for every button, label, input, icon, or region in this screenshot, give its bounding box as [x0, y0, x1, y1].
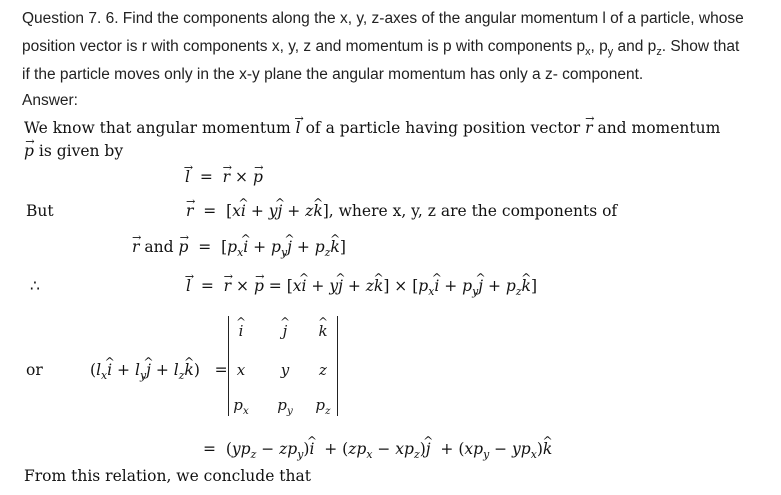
subscript-x: x — [585, 46, 591, 59]
question-line-2 — [22, 38, 739, 58]
subscript-y: y — [607, 46, 614, 59]
where-text: , where x, y, z are the components of — [328, 202, 618, 220]
therefore-symbol: ∴ — [30, 277, 40, 295]
label-or: or — [26, 361, 43, 379]
vector-r: → r — [585, 119, 592, 137]
and-label: and — [144, 238, 174, 256]
intro-text-2: of a particle having position vector — [300, 119, 586, 137]
matrix-cell-z: z — [319, 361, 327, 379]
answer-label: Answer: — [22, 92, 78, 109]
question-line-3: if the particle moves only in the x-y plane the angular momentum has only a z- component. — [22, 66, 644, 83]
equation-expanded-cross: → l = → r × → p = [x^ i + y^ j + z^ $k] \times [p_x\^{}$ $i + p_y\^{}$ $j + p_z\^{}$ k] — [186, 277, 537, 298]
vector-l: → l — [296, 119, 301, 137]
matrix-cell-py: $p_y$ — [277, 396, 293, 417]
intro-line-2 — [24, 142, 123, 160]
matrix-cell-x: x — [236, 361, 246, 379]
subscript-z: z — [656, 46, 662, 59]
matrix-cell-y: y — [280, 361, 290, 379]
equation-angular-components: ($l_x\^{}$ $i + l_y\^{}$ $j + l_z\^{}$ k) = — [90, 361, 228, 382]
question-line-2-text: position vector is r with components x, y, z and momentum is p with components p — [22, 38, 586, 55]
question-line-2-end: . Show that — [661, 38, 740, 55]
matrix-cell-j: ^ j — [275, 322, 295, 340]
determinant-matrix — [228, 316, 338, 416]
intro-text-4: is given by — [33, 142, 124, 160]
question-line-2-mid: , p — [590, 38, 608, 55]
question-line-2-and: and p — [613, 38, 657, 55]
matrix-cell-pz: $p_z$ — [315, 396, 331, 417]
equation-momentum-vector: → r and → $p = [p_x\^{}$ $i + p_y\^{}$ $j + p_z\^{}$ k] — [132, 238, 346, 259]
intro-line-1 — [24, 119, 720, 137]
label-but: But — [26, 202, 54, 220]
matrix-cell-i: ^ i — [231, 322, 251, 340]
intro-text-3: and momentum — [592, 119, 721, 137]
equation-result: = ($yp_z$ − $zp_y)\^{}$ $i + (zp_x$ − $xp_z)\^{}$ $j + (xp_y$ − $yp_x)\^{}$ k — [203, 440, 552, 461]
conclusion-text: From this relation, we conclude that — [24, 467, 311, 485]
matrix-cell-k: ^ k — [313, 322, 333, 340]
matrix-cell-px: $p_x$ — [233, 396, 249, 417]
equation-position-vector: → r = [x^ i + y^ j + z^ k], where x, y, z are the components of — [186, 202, 617, 220]
intro-text-1: We know that angular momentum — [24, 119, 296, 137]
question-line-1: Question 7. 6. Find the components along the x, y, z-axes of the angular momentum l of a particle, whose — [22, 10, 744, 27]
vector-p: → p — [24, 142, 34, 160]
equation-cross-product: → l = → r × → p — [185, 168, 263, 186]
